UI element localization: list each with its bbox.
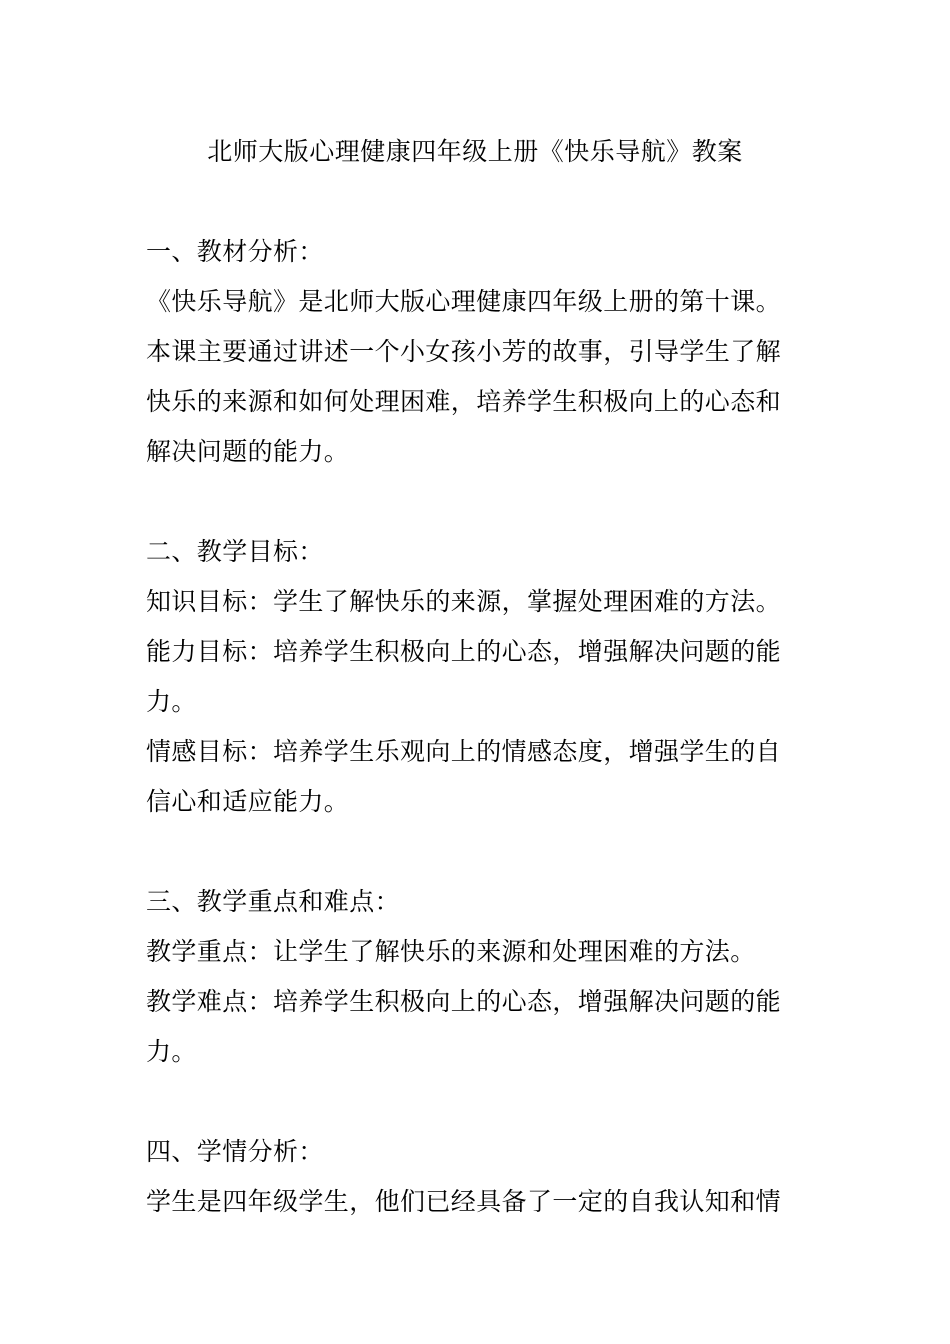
paragraph-line: 本课主要通过讲述一个小女孩小芳的故事，引导学生了解 [146,337,782,366]
paragraph-line: 力。 [146,687,197,716]
section-heading-3: 三、教学重点和难点： [146,887,401,916]
document-title: 北师大版心理健康四年级上册《快乐导航》教案 [207,137,743,166]
paragraph-line: 解决问题的能力。 [146,437,350,466]
paragraph-line: 知识目标：学生了解快乐的来源，掌握处理困难的方法。 [146,587,782,616]
section-heading-1: 一、教材分析： [146,237,324,266]
paragraph-line: 学生是四年级学生，他们已经具备了一定的自我认知和情 [146,1187,782,1216]
paragraph-line: 教学重点：让学生了解快乐的来源和处理困难的方法。 [146,937,756,966]
paragraph-line: 快乐的来源和如何处理困难，培养学生积极向上的心态和 [146,387,782,416]
paragraph-line: 教学难点：培养学生积极向上的心态，增强解决问题的能 [146,987,782,1016]
section-heading-2: 二、教学目标： [146,537,324,566]
paragraph-line: 《快乐导航》是北师大版心理健康四年级上册的第十课。 [146,287,782,316]
paragraph-line: 力。 [146,1037,197,1066]
paragraph-line: 信心和适应能力。 [146,787,350,816]
paragraph-line: 情感目标：培养学生乐观向上的情感态度，增强学生的自 [146,737,782,766]
paragraph-line: 能力目标：培养学生积极向上的心态，增强解决问题的能 [146,637,782,666]
section-heading-4: 四、学情分析： [146,1137,324,1166]
